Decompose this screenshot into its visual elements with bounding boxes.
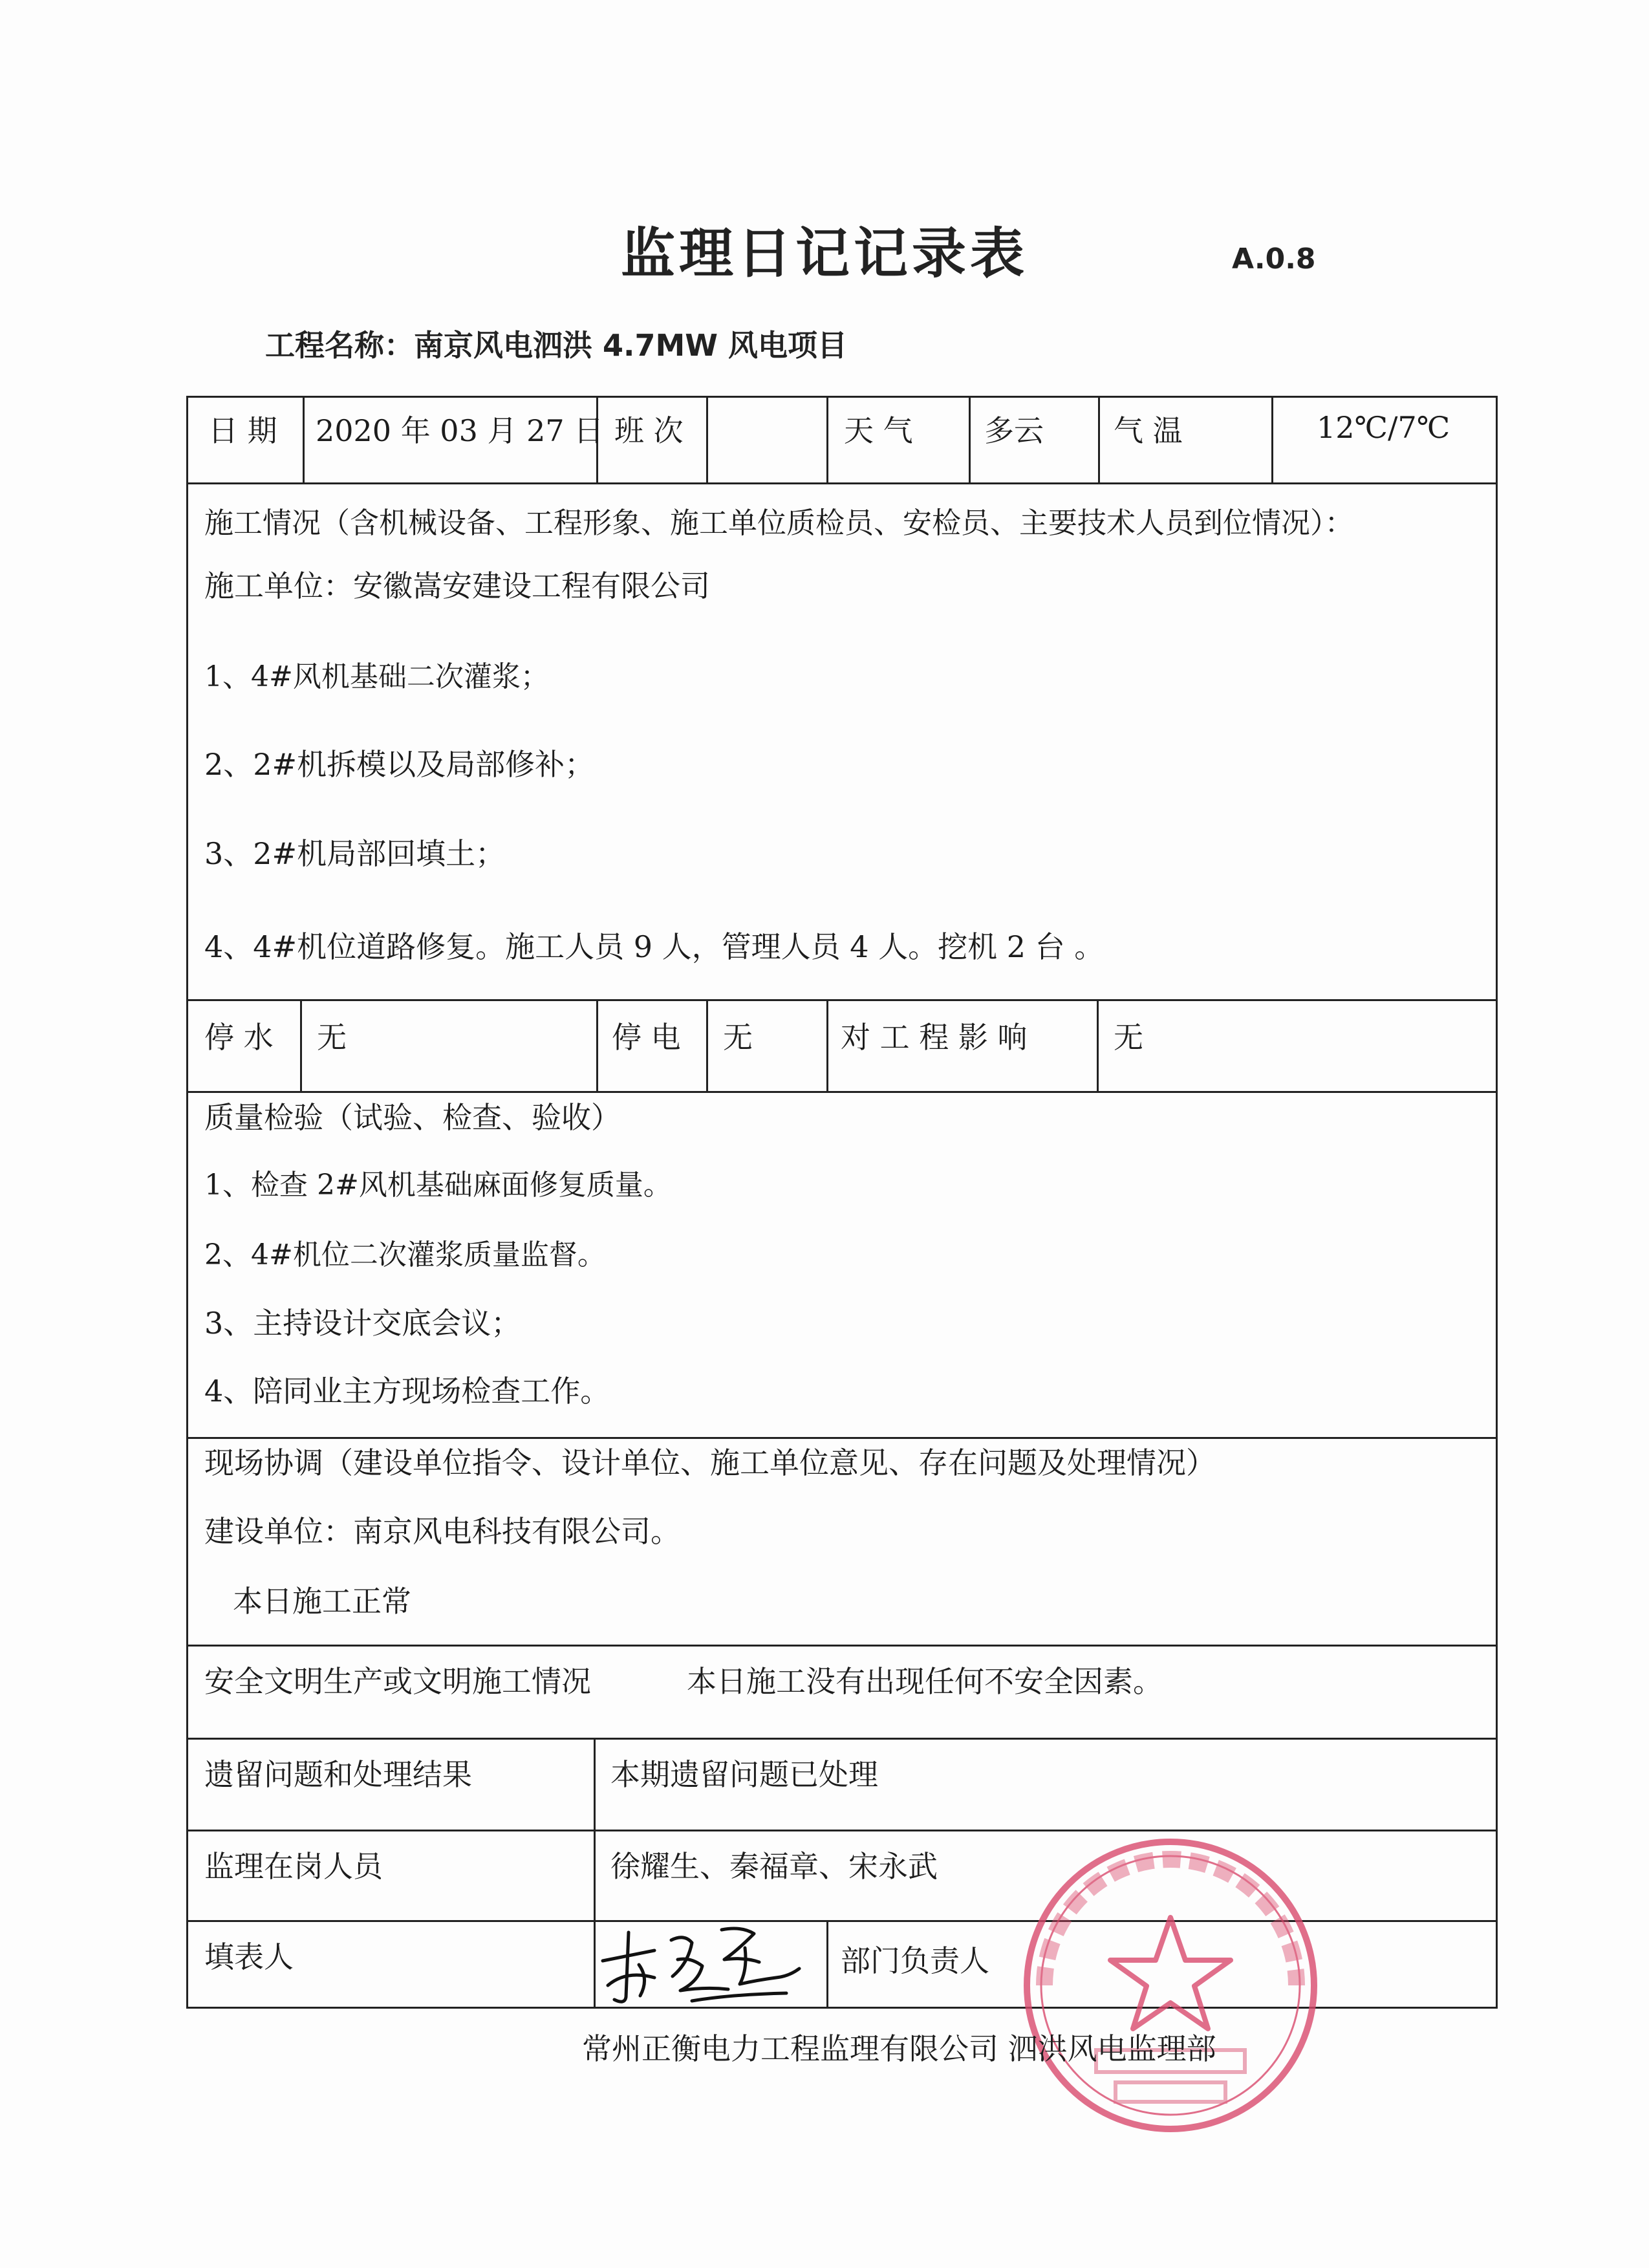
row-divider <box>186 1645 1498 1647</box>
col-divider <box>706 999 708 1091</box>
issues-value: 本期遗留问题已处理 <box>610 1757 878 1792</box>
col-divider <box>300 999 302 1091</box>
construction-item: 3、2#机局部回填土； <box>204 836 506 871</box>
col-divider <box>1098 396 1100 482</box>
quality-item: 2、4#机位二次灌浆质量监督。 <box>204 1238 606 1271</box>
temperature-value: 12℃/7℃ <box>1317 410 1450 445</box>
project-name: 工程名称：南京风电泗洪 4.7MW 风电项目 <box>265 328 848 363</box>
date-value: 2020 年 03 月 27 日 <box>316 413 604 448</box>
construction-item: 1、4#风机基础二次灌浆； <box>204 660 549 693</box>
form-code: A.0.8 <box>1232 243 1316 275</box>
col-divider <box>706 396 708 482</box>
col-divider <box>969 396 971 482</box>
coordination-heading: 现场协调（建设单位指令、设计单位、施工单位意见、存在问题及处理情况） <box>204 1445 1216 1480</box>
water-outage-value: 无 <box>317 1020 347 1055</box>
col-divider <box>826 396 828 482</box>
coordination-owner: 建设单位：南京风电科技有限公司。 <box>204 1514 680 1549</box>
row-divider <box>186 1091 1498 1093</box>
impact-label: 对 工 程 影 响 <box>841 1020 1028 1055</box>
quality-item: 1、检查 2#风机基础麻面修复质量。 <box>204 1169 672 1202</box>
staff-label: 监理在岗人员 <box>204 1849 383 1884</box>
document-title: 监理日记记录表 <box>620 222 1028 285</box>
power-outage-value: 无 <box>723 1020 753 1055</box>
col-divider <box>303 396 305 482</box>
department-head-label: 部门负责人 <box>841 1943 989 1978</box>
row-divider <box>186 1830 1498 1831</box>
filler-label: 填表人 <box>204 1939 294 1974</box>
quality-item: 4、陪同业主方现场检查工作。 <box>204 1374 610 1409</box>
weather-label: 天 气 <box>844 413 913 448</box>
temperature-label: 气 温 <box>1114 413 1183 448</box>
construction-unit: 施工单位：安徽嵩安建设工程有限公司 <box>204 568 710 603</box>
staff-value: 徐耀生、秦福章、宋永武 <box>610 1849 938 1884</box>
row-divider <box>186 482 1498 484</box>
col-divider <box>826 1920 828 2009</box>
issues-label: 遗留问题和处理结果 <box>204 1757 472 1792</box>
company-seal-stamp <box>1018 1833 1322 2137</box>
col-divider <box>1271 396 1273 482</box>
shift-label: 班 次 <box>614 413 684 448</box>
safety-value: 本日施工没有出现任何不安全因素。 <box>687 1664 1163 1699</box>
col-divider <box>1097 999 1099 1091</box>
construction-heading: 施工情况（含机械设备、工程形象、施工单位质检员、安检员、主要技术人员到位情况）： <box>204 506 1354 540</box>
col-divider <box>596 999 598 1091</box>
construction-item: 4、4#机位道路修复。施工人员 9 人，管理人员 4 人。挖机 2 台 。 <box>204 929 1105 964</box>
col-divider <box>826 999 828 1091</box>
impact-value: 无 <box>1114 1020 1143 1055</box>
construction-item: 2、2#机拆模以及局部修补； <box>204 747 595 782</box>
row-divider <box>186 1437 1498 1439</box>
quality-heading: 质量检验（试验、检查、验收） <box>204 1100 621 1135</box>
footer-organization: 常州正衡电力工程监理有限公司 泗洪风电监理部 <box>582 2031 1216 2066</box>
quality-item: 3、主持设计交底会议； <box>204 1306 521 1341</box>
date-label: 日 期 <box>208 413 277 448</box>
row-divider <box>186 1738 1498 1740</box>
safety-label: 安全文明生产或文明施工情况 <box>204 1664 591 1699</box>
handwritten-signature <box>595 1914 802 2011</box>
row-divider <box>186 999 1498 1001</box>
water-outage-label: 停 水 <box>204 1020 274 1055</box>
power-outage-label: 停 电 <box>612 1020 681 1055</box>
weather-value: 多云 <box>984 413 1044 448</box>
coordination-note: 本日施工正常 <box>233 1584 411 1619</box>
